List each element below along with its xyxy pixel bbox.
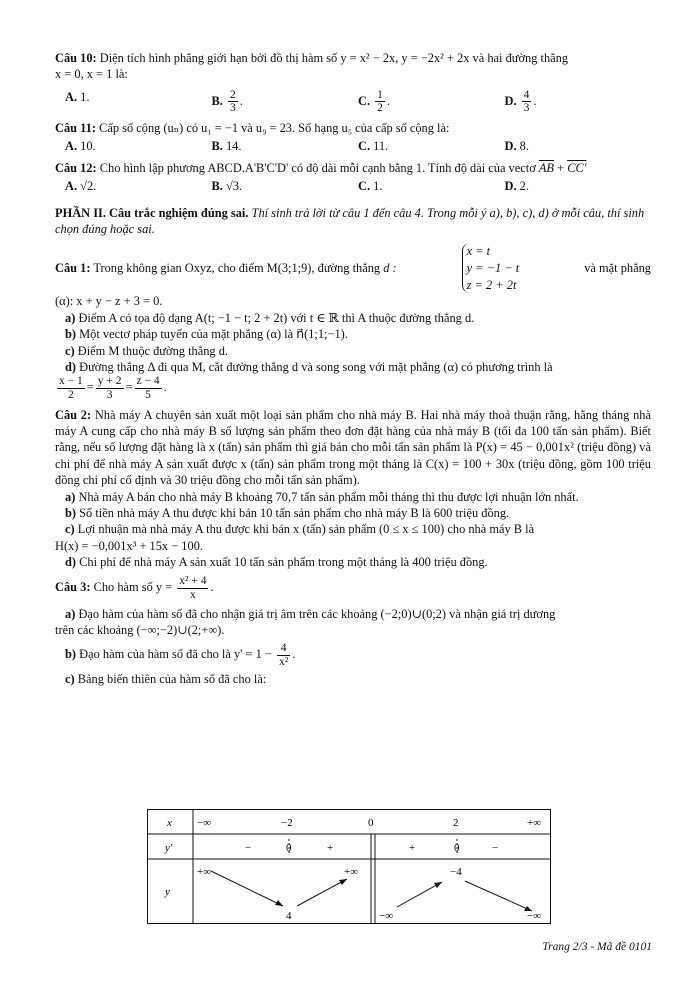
option-a: A. 1. [65,89,90,104]
statement-2a: a) Nhà máy A bán cho nhà máy B khoảng 70,7 tấn sản phẩm mỗi tháng thì thu được lợi nhuận lớn nhất. [65,489,579,504]
variation-table [147,809,551,924]
option-d: D. 8. [504,139,529,154]
question-label: Câu 10: [55,51,97,65]
options-q11 [65,138,651,154]
option-b: B. $\frac{2}{3}$ . [211,88,243,115]
option-a: A. 10. [65,139,96,154]
yprime-sign: + [327,842,334,854]
statement-3b: b) Đạo hàm của hàm số đã cho là y' = 1 − $\frac{4}{\text{x²}}$ . [65,642,296,669]
page-footer: Trang 2/3 - Mã đề 0101 [542,941,652,953]
statement-3a: a) Đạo hàm của hàm số đã cho nhận giá trị âm trên các khoảng (−2;0)∪(0;2) và nhận giá trị dương [65,606,556,621]
yprime-sign: 0 [286,842,292,854]
yprime-sign: − [492,842,499,854]
option-c: C. 1. [358,179,383,194]
question-text: Diện tích hình phẳng giới hạn bởi đồ thị hàm số y = x² − 2x, y = −2x² + 2x và hai đường thẳng [99,51,569,65]
y-label: y [165,886,170,898]
statement-1a: a) Điểm A có tọa độ dạng A(t; −1 − t; 2 + 2t) với t ∈ ℝ thì A thuộc đường thẳng d. [65,310,475,325]
question-11: Câu 11: Cấp số cộng (uₙ) có u₁ = −1 và u₉ = 23. Số hạng u₅ của cấp số cộng là: [55,121,450,136]
statement-2c-cont: H(x) = −0,001x³ + 15x − 100. [55,538,203,553]
y-val: 4 [286,910,292,922]
statement-2c: c) Lợi nhuận mà nhà máy A thu được khi bán x (tấn) sản phẩm (0 ≤ x ≤ 100) cho nhà máy B là [65,522,535,537]
yprime-sign: + [409,842,416,854]
option-c: C. $\frac{1}{2}$ . [358,88,391,115]
option-a: A. √2. [65,179,97,194]
question-text-cont: x = 0, x = 1 là: [55,67,128,82]
y-val: −∞ [527,910,542,922]
option-b: B. √3. [211,179,243,194]
x-val: −∞ [197,817,212,829]
x-val: +∞ [527,817,542,829]
question-3: Câu 3: Cho hàm số y = $\frac{\text{x² + 4}}{x}$ . [55,575,214,602]
y-val: −∞ [379,910,394,922]
part2-heading: PHẦN II. Câu trắc nghiệm đúng sai. Thí sinh trả lời từ câu 1 đến câu 4. Trong mỗi ý a), b), c), d) ở mỗi câu, thí sinh chọn đúng hoặc sai. [55,205,645,236]
x-val: 2 [453,817,459,829]
plane-alpha: (α): x + y − z + 3 = 0. [55,294,163,309]
line-delta-equation: $\frac{x - 1}{2}$ = $\frac{y + 2}{3}$ = $\frac{z - 4}{5}$ . [59,375,167,401]
yprime-sign: − [245,842,252,854]
statement-1b: b) Một vectơ pháp tuyến của mặt phẳng (α) là n⃗(1;1;−1). [65,327,348,342]
statement-1c: c) Điểm M thuộc đường thẳng d. [65,343,228,358]
question-2: Câu 2: Nhà máy A chuyên sản xuất một loại sản phẩm cho nhà máy B. Hai nhà máy thoả thuận rằng, hằng tháng nhà máy A cung cấp cho nhà máy B số lượng sản phẩm theo đơn đặt hàng của nhà máy B (tối đa 100 tấn sản phẩm). Biết rằng, nếu số lượng đặt hàng là x (tấn) sản phẩm thì giá bán cho mỗi tấn sản phẩm là P(x) = 45 − 0,001x² (triệu đồng) và chi phí để nhà máy A sản xuất được x (tấn) sản phẩm trong một tháng là C(x) = 100 + 30x (triệu đồng, gồm 100 triệu đồng chi phí cố định và 30 triệu đồng cho mỗi tấn sản phẩm). [55,407,651,488]
statement-2b: b) Số tiền nhà máy A thu được khi bán 10 tấn sản phẩm cho nhà máy B là 600 triệu đồng. [65,505,510,520]
options-q10 [65,89,651,115]
x-val: −2 [281,817,293,829]
options-q12 [65,178,651,194]
option-b: B. 14. [211,139,242,154]
yprime-label: y' [165,842,173,854]
question-12: Câu 12: Cho hình lập phương ABCD.A'B'C'D' có độ dài mỗi cạnh bằng 1. Tính độ dài của vectơ $\overline{AB} + CC'$ [55,160,587,175]
y-val: +∞ [197,866,212,878]
statement-1d: d) Đường thẳng Δ đi qua M, cắt đường thẳng d và song song với mặt phẳng (α) có phương trình là [65,359,553,374]
option-d: D. $\frac{4}{3}$ . [504,88,537,115]
y-val: −4 [450,866,462,878]
question-10 [55,50,651,66]
question-1: Câu 1: Trong không gian Oxyz, cho điểm M(3;1;9), đường thẳng d : x = t y = −1 − t z = 2 + 2t và mặt phẳng [55,244,651,292]
statement-2d: d) Chi phí để nhà máy A sản xuất 10 tấn sản phẩm trong một tháng là 400 triệu đồng. [65,555,488,570]
exam-page [55,50,651,687]
statement-3c: c) Bảng biến thiên của hàm số đã cho là: [65,671,267,686]
statement-3a-cont: trên các khoảng (−∞;−2)∪(2;+∞). [55,623,225,638]
variation-table-svg [147,809,551,924]
option-c: C. 11. [358,139,389,154]
line-d-system: x = t y = −1 − t z = 2 + 2t [462,243,520,293]
x-val: 0 [368,817,374,829]
option-d: D. 2. [504,179,529,194]
x-label: x [167,817,172,829]
yprime-sign: 0 [454,842,460,854]
y-val: +∞ [344,866,359,878]
